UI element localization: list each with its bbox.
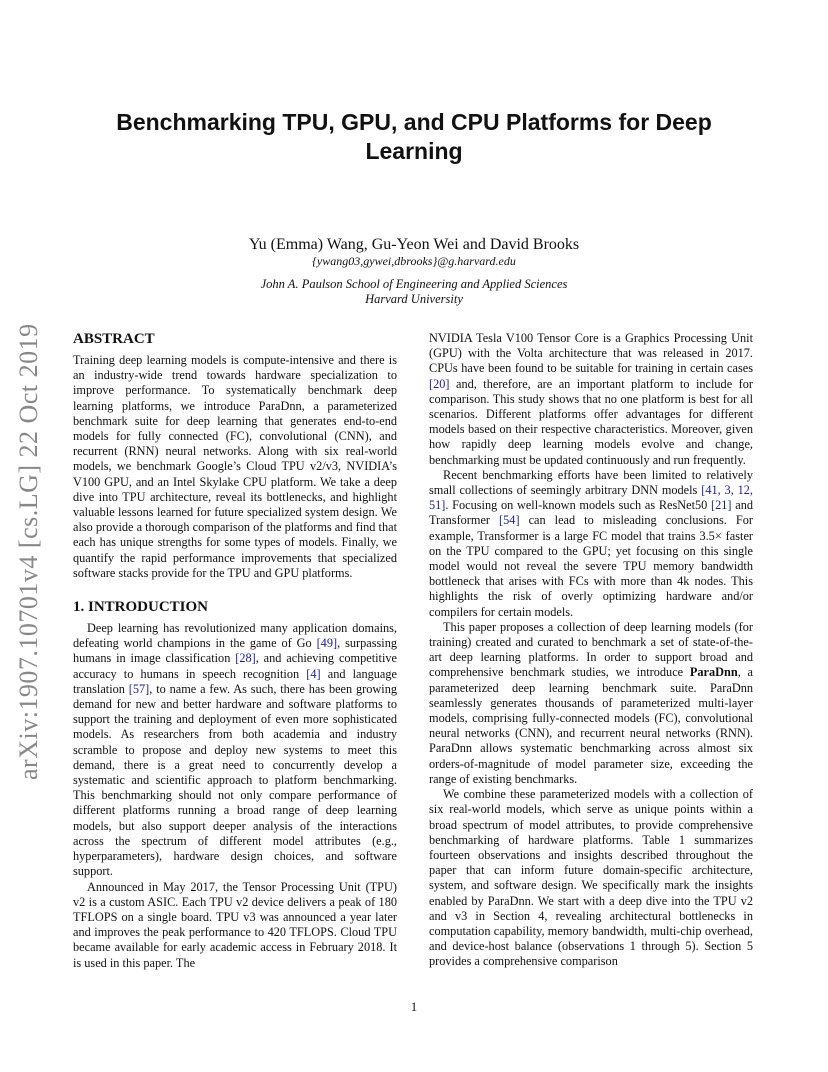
introduction-heading: 1. INTRODUCTION (73, 599, 209, 616)
citation-link[interactable]: [41, 3, 12, 51] (429, 483, 753, 513)
intro-paragraph-1: Deep learning has revolutionized many application domains, defeating world champions in the game of Go [49], surpassing humans in image classification [28], and achieving competitive accuracy to humans in speech recognition [4] and language translation [57], to name a few. As such, there has been growing demand for new and better hardware and software platforms to support the training and deployment of even more sophisticated models. As researchers from both academia and industry scramble to propose and deploy new systems to meet this demand, there is a great need to concurrently develop a systematic and scientific approach to platform benchmarking. This benchmarking should not only compare performance of different platforms running a broad range of deep learning models, but also support deeper analysis of the interactions across the spectrum of different model attributes (e.g., hyperparameters), hardware design choices, and software support. (73, 621, 397, 879)
paper-authors: Yu (Emma) Wang, Gu-Yeon Wei and David Brooks (248, 236, 580, 253)
citation-link[interactable]: [4] (306, 666, 321, 681)
intro-paragraph-2: Announced in May 2017, the Tensor Processing Unit (TPU) v2 is a custom ASIC. Each TPU v2 device delivers a peak of 180 TFLOPS on a single board. TPU v3 was announced a year later and improves the peak performance to 420 TFLOPS. Cloud TPU became available for early academic access in February 2018. It is used in this paper. The (73, 879, 397, 970)
intro-paragraph-4: Recent benchmarking efforts have been limited to relatively small collections of seemingly arbitrary DNN models [41, 3, 12, 51]. Focusing on well-known models such as ResNet50 [21] and Transformer [54] can lead to misleading conclusions. For example, Transformer is a large FC model that trains 3.5× faster on the TPU compared to the GPU; yet focusing on this single model would not reveal the severe TPU memory bandwidth bottleneck that arises with FCs with more than 4k nodes. This highlights the risk of overly optimizing hardware and/or compilers for certain models. (429, 467, 753, 619)
paradnn-term: ParaDnn (689, 665, 738, 680)
left-column (73, 330, 397, 971)
arxiv-identifier: arXiv:1907.10701v4 [cs.LG] 22 Oct 2019 (14, 323, 43, 780)
abstract-heading: ABSTRACT (73, 331, 155, 347)
citation-link[interactable]: [28] (235, 651, 256, 666)
citation-link[interactable]: [54] (499, 513, 520, 528)
right-column (429, 331, 753, 970)
citation-link[interactable]: [57] (128, 681, 150, 696)
author-affiliation (80, 277, 748, 307)
page-number: 1 (410, 1000, 418, 1014)
intro-paragraph-6: We combine these parameterized models with a collection of six real-world models, which serve as unique points within a broad spectrum of model attributes, to provide comprehensive benchmarking of hardware platforms. Table 1 summarizes fourteen observations and insights described throughout the paper that can inform future domain-specific architecture, system, and software design. We specifically mark the insights enabled by ParaDnn. We start with a deep dive into the TPU v2 and v3 in Section 4, revealing architectural bottlenecks in computation capability, memory bandwidth, multi-chip overhead, and device-host balance (observations 1 through 5). Section 5 provides a comprehensive comparison (429, 787, 753, 969)
author-emails: {ywang03,gywei,dbrooks}@g.harvard.edu (312, 254, 516, 268)
arxiv-sidebar (8, 280, 58, 780)
citation-link[interactable]: [49] (316, 636, 338, 651)
affiliation-line-2: Harvard University (365, 292, 463, 306)
affiliation-line-1: John A. Paulson School of Engineering and Applied Sciences (260, 277, 568, 291)
intro-paragraph-3: NVIDIA Tesla V100 Tensor Core is a Graphics Processing Unit (GPU) with the Volta architecture that was released in 2017. CPUs have been found to be suitable for training in certain cases [20] and, therefore, are an important platform to include for comparison. This study shows that no one platform is best for all scenarios. Different platforms offer advantages for different models based on their respective characteristics. Moreover, given how rapidly deep learning models evolve and change, benchmarking must be updated continuously and run frequently. (429, 331, 753, 467)
abstract-text: Training deep learning models is compute-intensive and there is an industry-wide trend towards hardware specialization to improve performance. To systematically benchmark deep learning platforms, we introduce ParaDnn, a parameterized benchmark suite for deep learning that generates end-to-end models for fully connected (FC), convolutional (CNN), and recurrent (RNN) neural networks. Along with six real-world models, we benchmark Google’s Cloud TPU v2/v3, NVIDIA’s V100 GPU, and an Intel Skylake CPU platform. We take a deep dive into TPU architecture, reveal its bottlenecks, and highlight valuable lessons learned for future specialized system design. We also provide a thorough comparison of the platforms and find that each has unique strengths for some types of models. Finally, we quantify the rapid performance improvements that specialized software stacks provide for the TPU and GPU platforms. (73, 353, 397, 580)
citation-link[interactable]: [21] (711, 498, 732, 513)
paper-title: Benchmarking TPU, GPU, and CPU Platforms for Deep Learning (116, 109, 712, 164)
intro-paragraph-5: This paper proposes a collection of deep learning models (for training) created and curated to benchmark a set of state-of-the-art deep learning platforms. In order to support broad and comprehensive benchmark studies, we introduce ParaDnn, a parameterized deep learning benchmark suite. ParaDnn seamlessly generates thousands of parameterized multi-layer models, comprising fully-connected models (FC), convolutional neural networks (CNN), and recurrent neural networks (RNN). ParaDnn allows systematic benchmarking across almost six orders-of-magnitude of model parameter size, exceeding the range of existing benchmarks. (429, 619, 753, 786)
citation-link[interactable]: [20] (429, 376, 450, 391)
